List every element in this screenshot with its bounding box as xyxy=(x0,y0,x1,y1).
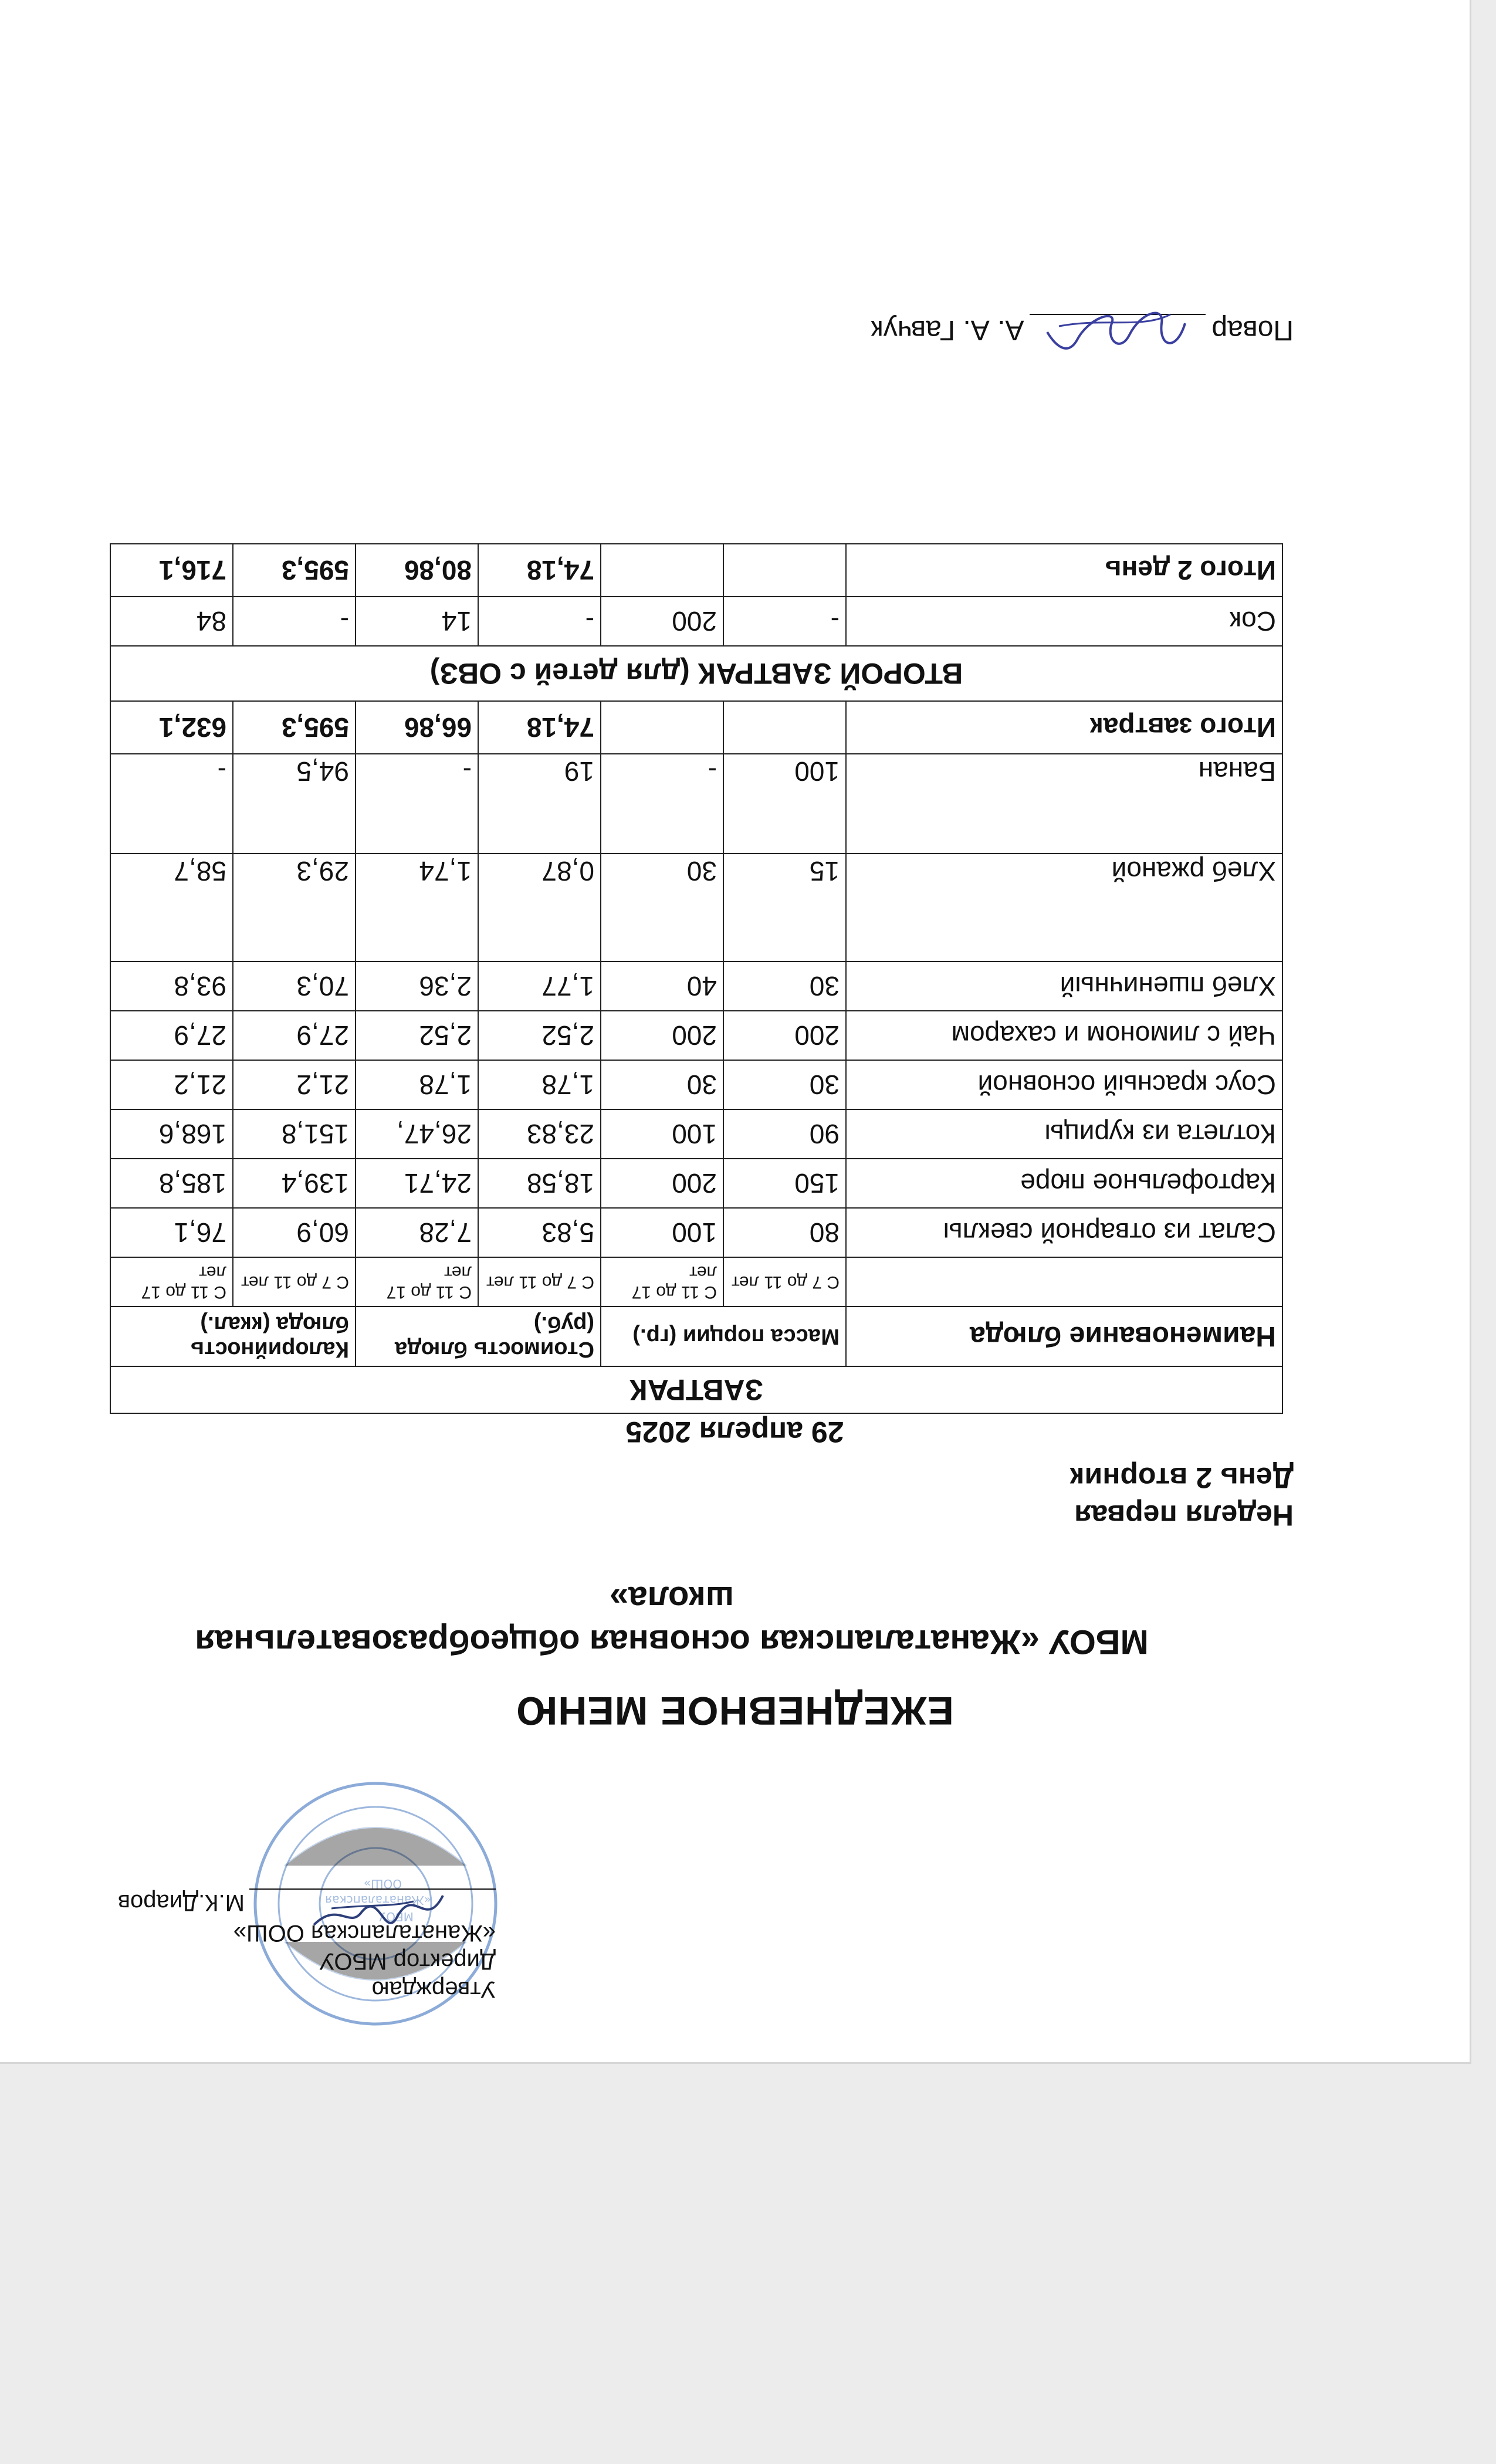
table-cell: 90 xyxy=(723,1109,846,1159)
table-cell: 14 xyxy=(356,597,478,646)
approval-label: Утверждаю xyxy=(371,1976,496,2002)
table-cell: 30 xyxy=(601,854,723,962)
table-cell: 100 xyxy=(601,1109,723,1159)
table-cell: 139,4 xyxy=(233,1159,356,1208)
age-group-cell: С 11 до 17 лет xyxy=(356,1257,478,1307)
table-row xyxy=(110,1060,1282,1109)
table-cell: 595,3 xyxy=(233,701,356,754)
table-cell: 74,18 xyxy=(478,544,601,597)
approval-block xyxy=(118,1888,496,2003)
day-total-row xyxy=(110,544,1282,597)
table-cell: - xyxy=(110,754,233,854)
table-cell: 0,87 xyxy=(478,854,601,962)
day-label: День 2 вторник xyxy=(1069,1461,1294,1494)
table-cell: - xyxy=(478,597,601,646)
table-cell: 21,2 xyxy=(233,1060,356,1109)
table-cell: 76,1 xyxy=(110,1208,233,1257)
table-cell: 24,71 xyxy=(356,1159,478,1208)
table-cell: 168,6 xyxy=(110,1109,233,1159)
director-signature xyxy=(308,1878,449,1942)
breakfast-section-row xyxy=(110,1366,1282,1413)
cook-name: А. А. Гавчук xyxy=(871,314,1024,346)
cook-label: Повар xyxy=(1211,314,1294,346)
age-group-cell: С 11 до 17 лет xyxy=(601,1257,723,1307)
table-cell: 632,1 xyxy=(110,701,233,754)
table-cell: 100 xyxy=(723,754,846,854)
total-label: Итого завтрак xyxy=(846,701,1282,754)
dish-name: Чай с лимоном и сахаром xyxy=(846,1011,1282,1060)
age-group-cell: С 7 до 11 лет xyxy=(723,1257,846,1307)
table-row xyxy=(110,1011,1282,1060)
column-header-row xyxy=(110,1307,1282,1366)
table-cell: 30 xyxy=(601,1060,723,1109)
table-cell: 30 xyxy=(723,1060,846,1109)
table-cell xyxy=(723,701,846,754)
table-row xyxy=(110,1208,1282,1257)
second-breakfast-section-row xyxy=(110,646,1282,701)
table-cell: 7,28 xyxy=(356,1208,478,1257)
svg-text:МБОУ: МБОУ xyxy=(379,1910,414,1924)
age-group-row xyxy=(110,1257,1282,1307)
dish-name: Котлета из курицы xyxy=(846,1109,1282,1159)
dish-name: Соус красный основной xyxy=(846,1060,1282,1109)
age-group-cell: С 11 до 17 лет xyxy=(110,1257,233,1307)
table-row xyxy=(110,1109,1282,1159)
table-cell: 100 xyxy=(601,1208,723,1257)
svg-text:ООШ»: ООШ» xyxy=(363,1877,402,1891)
dish-name: Салат из отварной свеклы xyxy=(846,1208,1282,1257)
table-cell: 80,86 xyxy=(356,544,478,597)
dish-name: Сок xyxy=(846,597,1282,646)
table-cell: 595,3 xyxy=(233,544,356,597)
table-cell: 1,78 xyxy=(478,1060,601,1109)
second-breakfast-title: ВТОРОЙ ЗАВТРАК (для детей с ОВЗ) xyxy=(110,646,1282,701)
week-day-block xyxy=(1069,1459,1294,1534)
signature-blank xyxy=(249,1888,496,1913)
table-cell: 1,78 xyxy=(356,1060,478,1109)
table-cell: 84 xyxy=(110,597,233,646)
table-cell: 200 xyxy=(601,1011,723,1060)
table-cell: 151,8 xyxy=(233,1109,356,1159)
table-row xyxy=(110,597,1282,646)
table-cell: 26,47, xyxy=(356,1109,478,1159)
header-kcal: Калорийность блюда (ккал.) xyxy=(110,1307,356,1366)
table-cell xyxy=(601,701,723,754)
approval-organization: «Жанаталапская ООШ» xyxy=(233,1920,496,1946)
week-label: Неделя первая xyxy=(1074,1499,1294,1532)
table-cell: 74,18 xyxy=(478,701,601,754)
table-cell: 200 xyxy=(723,1011,846,1060)
table-cell: 2,36 xyxy=(356,962,478,1011)
table-cell: 30 xyxy=(723,962,846,1011)
table-cell: 5,83 xyxy=(478,1208,601,1257)
table-cell: 716,1 xyxy=(110,544,233,597)
cook-signature-block xyxy=(871,314,1294,346)
menu-table xyxy=(110,543,1283,1414)
table-row xyxy=(110,962,1282,1011)
age-group-cell: С 7 до 11 лет xyxy=(233,1257,356,1307)
dish-name: Хлеб ржаной xyxy=(846,854,1282,962)
table-row xyxy=(110,1159,1282,1208)
approval-position: Директор МБОУ xyxy=(319,1948,496,1974)
total-label: Итого 2 день xyxy=(846,544,1282,597)
table-cell: 2,52 xyxy=(478,1011,601,1060)
table-cell: 150 xyxy=(723,1159,846,1208)
table-cell: 80 xyxy=(723,1208,846,1257)
table-cell: - xyxy=(356,754,478,854)
table-cell: 93,8 xyxy=(110,962,233,1011)
table-cell: 27,9 xyxy=(110,1011,233,1060)
dish-name: Банан xyxy=(846,754,1282,854)
table-cell: 70,3 xyxy=(233,962,356,1011)
table-cell: - xyxy=(233,597,356,646)
table-cell: 66,86 xyxy=(356,701,478,754)
table-cell: - xyxy=(723,597,846,646)
director-name: М.К.Диаров xyxy=(117,1890,245,1915)
table-cell: 2,52 xyxy=(356,1011,478,1060)
breakfast-total-row xyxy=(110,701,1282,754)
table-cell: 1,74 xyxy=(356,854,478,962)
header-dish-name: Наименование блюда xyxy=(846,1307,1282,1366)
table-cell: 185,8 xyxy=(110,1159,233,1208)
table-row xyxy=(110,754,1282,854)
svg-text:«Жанаталапская: «Жанаталапская xyxy=(325,1893,431,1907)
breakfast-section-title: ЗАВТРАК xyxy=(110,1366,1282,1413)
table-cell: 1,77 xyxy=(478,962,601,1011)
table-cell: 40 xyxy=(601,962,723,1011)
table-cell: 23,83 xyxy=(478,1109,601,1159)
table-cell xyxy=(601,544,723,597)
table-cell xyxy=(723,544,846,597)
table-cell: 27,9 xyxy=(233,1011,356,1060)
table-cell: 60,9 xyxy=(233,1208,356,1257)
table-cell: 200 xyxy=(601,1159,723,1208)
table-cell: 15 xyxy=(723,854,846,962)
menu-table-body xyxy=(110,544,1282,1413)
cook-signature-line xyxy=(1030,314,1206,341)
table-cell: 19 xyxy=(478,754,601,854)
header-cost: Стоимость блюда (руб.) xyxy=(356,1307,601,1366)
dish-name: Хлеб пшеничный xyxy=(846,962,1282,1011)
director-signature-line xyxy=(118,1888,496,1917)
dish-name: Картофельное пюре xyxy=(846,1159,1282,1208)
table-cell: 94,5 xyxy=(233,754,356,854)
table-cell: 18,58 xyxy=(478,1159,601,1208)
table-cell: 200 xyxy=(601,597,723,646)
table-row xyxy=(110,854,1282,962)
table-cell: 29,3 xyxy=(233,854,356,962)
age-group-empty xyxy=(846,1257,1282,1307)
table-cell: 58,7 xyxy=(110,854,233,962)
school-name: МБОУ «Жанаталапская основная общеобразовательная школа» xyxy=(195,1579,1149,1661)
menu-date: 29 апреля 2025 xyxy=(625,1416,844,1448)
table-cell: 21,2 xyxy=(110,1060,233,1109)
document-title: ЕЖЕДНЕВНОЕ МЕНЮ xyxy=(516,1688,954,1733)
table-cell: - xyxy=(601,754,723,854)
age-group-cell: С 7 до 11 лет xyxy=(478,1257,601,1307)
cook-signature xyxy=(1041,300,1194,364)
header-mass: Масса порции (гр.) xyxy=(601,1307,846,1366)
